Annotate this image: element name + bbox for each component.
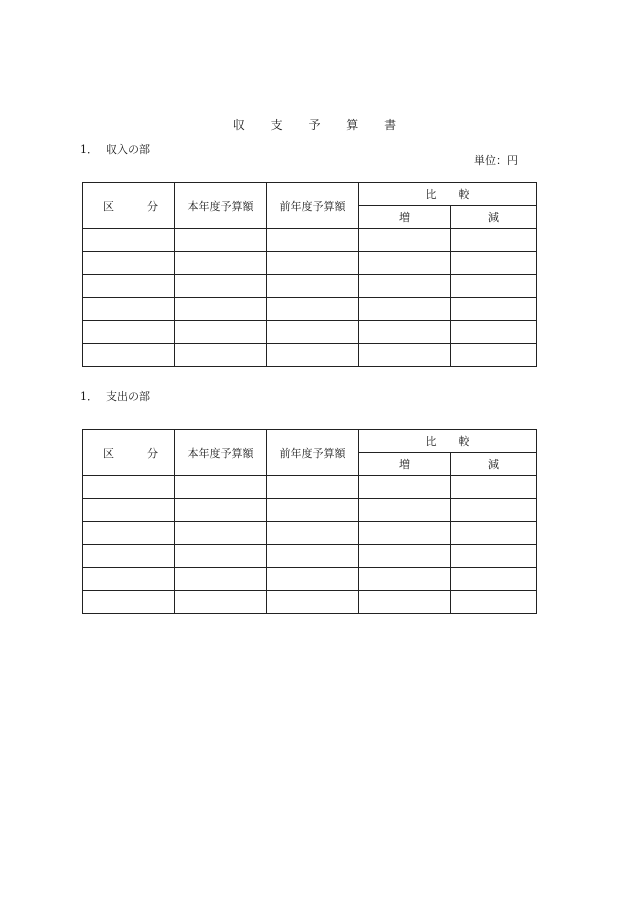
table-row (83, 344, 537, 367)
expense-table (82, 429, 537, 614)
table-cell (175, 499, 267, 522)
table-cell (359, 522, 451, 545)
table-cell (175, 252, 267, 275)
table-cell (175, 522, 267, 545)
expense-header-comparison: 比較 (359, 430, 537, 453)
table-cell (451, 252, 537, 275)
table-cell (83, 591, 175, 614)
table-cell (83, 545, 175, 568)
income-section-heading (80, 141, 150, 157)
table-cell (175, 591, 267, 614)
table-cell (267, 275, 359, 298)
income-section-label: 収入の部 (106, 143, 150, 156)
table-cell (451, 476, 537, 499)
table-cell (267, 344, 359, 367)
table-row (83, 229, 537, 252)
table-cell (359, 476, 451, 499)
expense-table-body (83, 476, 537, 614)
table-cell (83, 275, 175, 298)
table-cell (83, 344, 175, 367)
table-cell (83, 252, 175, 275)
expense-section-number: 1． (80, 390, 98, 403)
table-cell (359, 321, 451, 344)
table-cell (175, 568, 267, 591)
expense-header-category: 区 分 (83, 430, 175, 476)
table-cell (267, 522, 359, 545)
table-cell (359, 568, 451, 591)
table-cell (451, 499, 537, 522)
table-cell (175, 344, 267, 367)
income-header-current-year: 本年度予算額 (175, 183, 267, 229)
table-row (83, 275, 537, 298)
income-table (82, 182, 537, 367)
table-cell (83, 321, 175, 344)
table-cell (359, 229, 451, 252)
table-row (83, 522, 537, 545)
table-row (83, 298, 537, 321)
table-cell (359, 298, 451, 321)
table-cell (359, 275, 451, 298)
table-row (83, 545, 537, 568)
table-row (83, 568, 537, 591)
unit-label: 単位：円 (474, 154, 518, 167)
table-cell (267, 568, 359, 591)
table-row (83, 321, 537, 344)
income-header-increase: 増 (359, 206, 451, 229)
table-cell (83, 499, 175, 522)
table-row (83, 252, 537, 275)
document-title: 収 支 予 算 書 (232, 118, 408, 132)
table-cell (359, 344, 451, 367)
table-cell (83, 229, 175, 252)
table-cell (267, 476, 359, 499)
table-cell (83, 522, 175, 545)
expense-section-label: 支出の部 (106, 390, 150, 403)
income-section-number: 1． (80, 143, 98, 156)
income-header-category: 区 分 (83, 183, 175, 229)
expense-header-decrease: 減 (451, 453, 537, 476)
table-cell (175, 229, 267, 252)
table-cell (175, 321, 267, 344)
expense-header-current-year: 本年度予算額 (175, 430, 267, 476)
table-cell (267, 298, 359, 321)
table-cell (451, 591, 537, 614)
table-cell (267, 321, 359, 344)
table-row (83, 591, 537, 614)
table-cell (451, 522, 537, 545)
table-cell (451, 545, 537, 568)
table-cell (451, 275, 537, 298)
table-cell (267, 591, 359, 614)
income-header-comparison: 比較 (359, 183, 537, 206)
table-cell (451, 298, 537, 321)
table-cell (267, 545, 359, 568)
table-cell (267, 229, 359, 252)
table-cell (451, 568, 537, 591)
table-row (83, 476, 537, 499)
table-cell (83, 476, 175, 499)
table-cell (175, 275, 267, 298)
table-cell (451, 229, 537, 252)
table-cell (83, 298, 175, 321)
table-cell (175, 476, 267, 499)
table-cell (359, 252, 451, 275)
table-cell (451, 321, 537, 344)
table-cell (267, 499, 359, 522)
table-cell (451, 344, 537, 367)
income-header-decrease: 減 (451, 206, 537, 229)
table-cell (267, 252, 359, 275)
expense-header-previous-year: 前年度予算額 (267, 430, 359, 476)
table-cell (175, 545, 267, 568)
table-cell (359, 591, 451, 614)
expense-header-increase: 増 (359, 453, 451, 476)
table-row (83, 499, 537, 522)
table-cell (175, 298, 267, 321)
expense-section-heading (80, 388, 150, 404)
table-cell (359, 545, 451, 568)
income-header-previous-year: 前年度予算額 (267, 183, 359, 229)
income-table-body (83, 229, 537, 367)
table-cell (83, 568, 175, 591)
table-cell (359, 499, 451, 522)
